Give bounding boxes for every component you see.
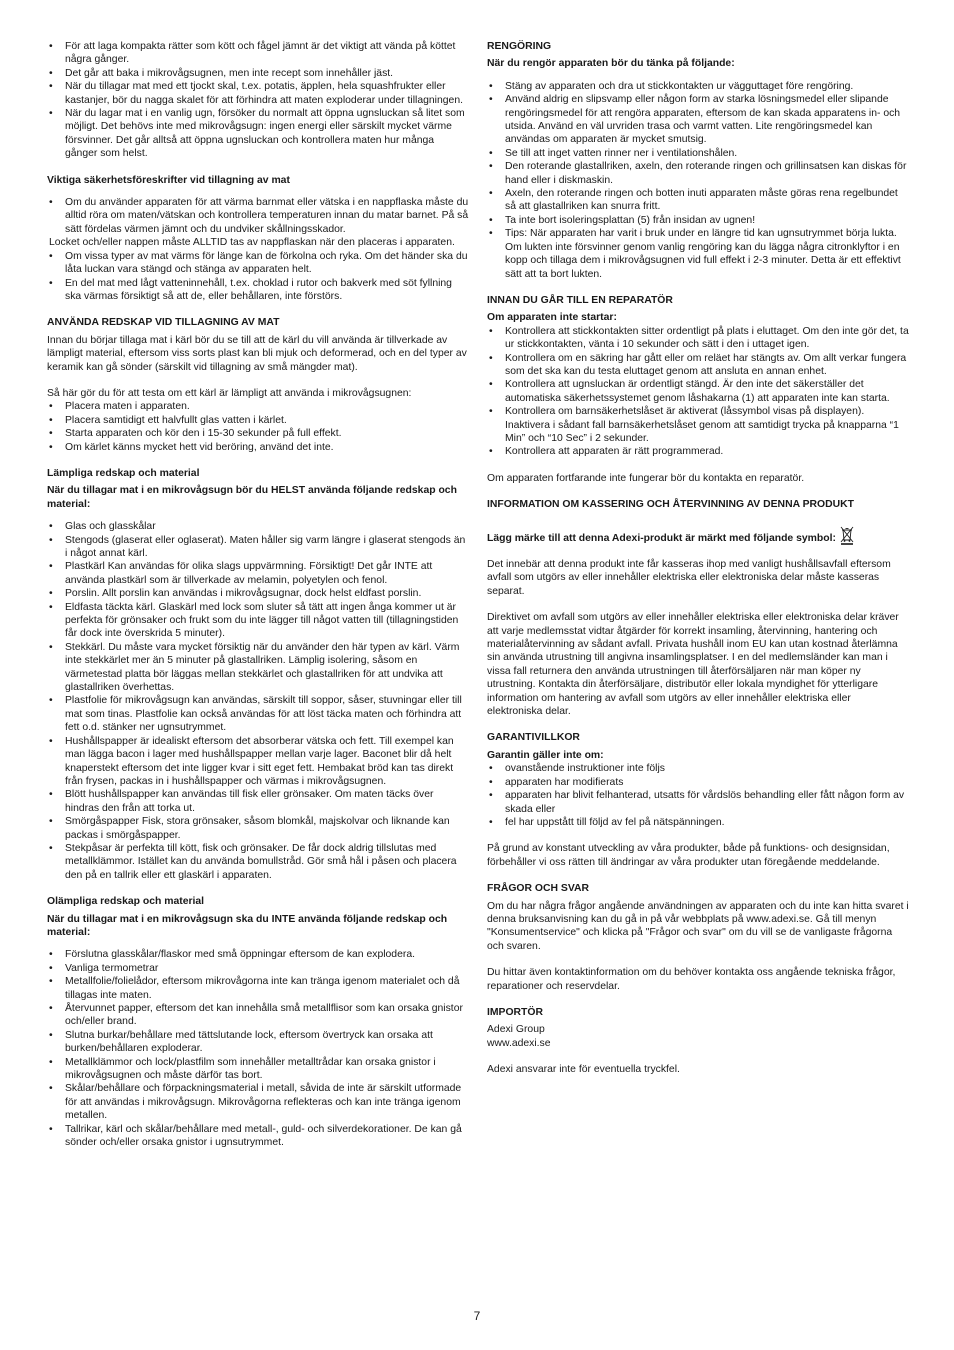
list-item: • Vanliga termometrar xyxy=(47,962,469,975)
list-item: • Den roterande glastallriken, axeln, den roterande ringen och grillinsatsen kan diskas för hand eller i diskmaskin. xyxy=(487,160,909,187)
list-item: • Eldfasta täckta kärl. Glaskärl med lock som sluter så tätt att ingen ånga kommer ut är perfekta för grönsaker och frukt som du inte lägger till något vatten till (tillagningstiden får dock inte överskrida 5 minuter). xyxy=(47,601,469,641)
section-heading: Viktiga säkerhetsföreskrifter vid tillagning av mat xyxy=(47,174,290,186)
paragraph: Du hittar även kontaktinformation om du behöver kontakta oss angående tekniska frågor, reparationer och reservdelar. xyxy=(487,967,896,992)
section-subheading: Om apparaten inte startar: xyxy=(487,312,617,324)
list-item: • Metallklämmor och lock/plastfilm som innehåller metalltrådar kan orsaka gnistor i mikrovågsugnen och måste därför tas bort. xyxy=(47,1056,469,1083)
paragraph: Om du har några frågor angående användningen av apparaten och du inte kan hitta svaret i denna bruksanvisning kan du gå in på vår webbplats på www.adexi.se. Gå till menyn "Konsumentservice" och klicka på "Frågor och svar" om du vill se de vanligaste frågorna och svaren. xyxy=(487,900,909,952)
list-item: • Stekkärl. Du måste vara mycket försiktig när du använder den här typen av kärl. Värm inte stekkärlet mer än 5 minuter på glastallriken. Lämplig isolering, såsom en värmetestad platta bör läggas mellan stekkärlet och glastallriken för att undvika att glastallriken överhettas. xyxy=(47,641,469,695)
list-item: • Förslutna glasskålar/flaskor med små öppningar eftersom de kan explodera. xyxy=(47,948,469,961)
list-item: • Axeln, den roterande ringen och botten inuti apparaten måste göras rena regelbundet så att glastallriken kan snurra fritt. xyxy=(487,187,909,214)
safety-list xyxy=(47,196,469,303)
section-heading: GARANTIVILLKOR xyxy=(487,732,580,744)
left-column xyxy=(47,40,469,1149)
section-heading: ANVÄNDA REDSKAP VID TILLAGNING AV MAT xyxy=(47,317,280,329)
list-item: • När du tillagar mat med ett tjockt skal, t.ex. potatis, äpplen, hela squashfrukter eller kastanjer, bör du nagga skalet för att förhindra att maten exploderar under tillagningen. xyxy=(47,80,469,107)
list-item: • fel har uppstått till följd av fel på nätspänningen. xyxy=(487,816,909,829)
list-item: • Om kärlet känns mycket hett vid beröring, använd det inte. xyxy=(47,441,469,454)
section-heading: INFORMATION OM KASSERING OCH ÅTERVINNING AV DENNA PRODUKT xyxy=(487,499,854,511)
list-item: • Om vissa typer av mat värms för länge kan de förkolna och ryka. Om det händer ska du låta luckan vara stängd och stänga av apparaten helt. xyxy=(47,250,469,277)
paragraph: Om apparaten fortfarande inte fungerar bör du kontakta en reparatör. xyxy=(487,472,805,484)
section-subheading: När du tillagar mat i en mikrovågsugn bör du HELST använda följande redskap och material: xyxy=(47,485,457,510)
list-item: • Återvunnet papper, eftersom det kan innehålla små metallflisor som kan orsaka gnistor och/eller brand. xyxy=(47,1002,469,1029)
section-subheading: När du rengör apparaten bör du tänka på följande: xyxy=(487,58,735,70)
list-item: • Placera samtidigt ett halvfullt glas vatten i kärlet. xyxy=(47,414,469,427)
section-heading: FRÅGOR OCH SVAR xyxy=(487,883,589,895)
test-list xyxy=(47,400,469,454)
importer-website: www.adexi.se xyxy=(487,1037,551,1049)
unsuitable-list xyxy=(47,948,469,1149)
cleaning-list xyxy=(487,80,909,281)
list-item: • Ta inte bort isoleringsplattan (5) från insidan av ugnen! xyxy=(487,214,909,227)
list-item: • ovanstående instruktioner inte följs xyxy=(487,762,909,775)
list-item: • Placera maten i apparaten. xyxy=(47,400,469,413)
list-item: • Kontrollera om en säkring har gått eller om reläet har stängts av. Om allt verkar fungera som det ska kan du testa eluttaget genom att ansluta en annan enhet. xyxy=(487,352,909,379)
list-item: • apparaten har blivit felhanterad, utsatts för vårdslös behandling eller fått någon form av skada eller xyxy=(487,789,909,816)
paragraph: Direktivet om avfall som utgörs av eller innehåller elektriska eller elektroniska delar kräver att varje medlemsstat vidtar åtgärder för korrekt insamling, återvinning, hantering och materialåtervinning av sådant avfall. Privata hushåll inom EU kan utan kostnad återlämna sin använda utrustning till angivna insamlingsplatser. I en del medlemsländer kan man i vissa fall returnera den använda utrustningen till återförsäljaren när man köper ny utrustning. Kontakta din återförsäljare, distributör eller lokala myndighet för ytterligare information om hantering av avfall som utgörs av eller innehåller elektriska eller elektroniska delar. xyxy=(487,612,899,718)
page-number: 7 xyxy=(473,1309,481,1323)
section-heading: Lämpliga redskap och material xyxy=(47,467,200,479)
list-item: • Glas och glasskålar xyxy=(47,520,469,533)
intro-list xyxy=(47,40,469,161)
suitable-list xyxy=(47,520,469,882)
list-item: • Porslin. Allt porslin kan användas i mikrovågsugnar, dock helst eldfast porslin. xyxy=(47,587,469,600)
list-item: • Smörgåspapper Fisk, stora grönsaker, såsom blomkål, majskolvar och liknande kan packas i smörgåspapper. xyxy=(47,815,469,842)
list-item: • Stekpåsar är perfekta till kött, fisk och grönsaker. De får dock aldrig tillslutas med metallklämmor. Istället kan du använda bomullstråd. Gör små hål i påsen och placera den på en tallrik eller ett glaskärl i apparaten. xyxy=(47,842,469,882)
section-subheading: Garantin gäller inte om: xyxy=(487,749,604,761)
symbol-note: Lägg märke till att denna Adexi-produkt är märkt med följande symbol: xyxy=(487,532,836,544)
right-column xyxy=(487,40,909,1077)
list-item: • För att laga kompakta rätter som kött och fågel jämnt är det viktigt att vända på köttet några gånger. xyxy=(47,40,469,67)
section-heading: INNAN DU GÅR TILL EN REPARATÖR xyxy=(487,294,673,306)
list-item: • Tallrikar, kärl och skålar/behållare med metall-, guld- och silverdekorationer. De kan gå sönder och/eller orsaka gnistor i ugnsutrymmet. xyxy=(47,1123,469,1150)
disclaimer: Adexi ansvarar inte för eventuella tryckfel. xyxy=(487,1064,680,1076)
list-item xyxy=(47,196,469,250)
list-item: • apparaten har modifierats xyxy=(487,776,909,789)
list-item: • En del mat med lågt vatteninnehåll, t.ex. choklad i rutor och bakverk med söt fyllning ska värmas försiktigt så att de, eller behållaren, inte förstörs. xyxy=(47,277,469,304)
warranty-list xyxy=(487,762,909,829)
list-item-text: Om du använder apparaten för att värma barnmat eller vätska i en nappflaska måste du alltid röra om maten/vätskan och kontrollera temperaturen innan du matar barnet. På så sätt fördelas värmen jämnt och du undviker skållningsskador. xyxy=(65,197,469,235)
paragraph: Så här gör du för att testa om ett kärl är lämpligt att använda i mikrovågsugnen: xyxy=(47,387,412,399)
list-item: • Se till att inget vatten rinner ner i ventilationshålen. xyxy=(487,147,909,160)
weee-crossed-bin-icon xyxy=(839,525,855,545)
list-item: • Stäng av apparaten och dra ut stickkontakten ur vägguttaget före rengöring. xyxy=(487,80,909,93)
paragraph: Innan du börjar tillaga mat i kärl bör du se till att de kärl du vill använda är tillverkade av lämpligt material, eftersom viss sorts plast kan bli mjuk och deformerad, och en del typer av keramik kan gå sönder (särskilt vid tillagning av små mängder mat). xyxy=(47,334,467,373)
list-item: • Det går att baka i mikrovågsugnen, men inte recept som innehåller jäst. xyxy=(47,67,469,80)
list-item: • Skålar/behållare och förpackningsmaterial i metall, såvida de inte är särskilt utformade för att användas i mikrovågsugn. Mikrovågorna reflekteras och kan inte tränga igenom metallen. xyxy=(47,1082,469,1122)
list-item: • Hushållspapper är idealiskt eftersom det absorberar vätska och fett. Till exempel kan man lägga bacon i lager med hushållspapper mellan varje lager. Baconet blir då helt knaperstekt eftersom det inte ligger kvar i sitt eget fett. Hembakat bröd kan tas direkt från frysen, packas in i hushållspapper och värmas i mikrovågsugnen. xyxy=(47,735,469,789)
section-heading: RENGÖRING xyxy=(487,41,552,52)
section-heading: Olämpliga redskap och material xyxy=(47,896,205,908)
list-item: • Plastfolie för mikrovågsugn kan användas, särskilt till soppor, såser, stuvningar eller till mat som tinas. Plastfolie kan också användas för att löst täcka maten och förhindra att fett o.d. stänker ner ugnsutrymmet. xyxy=(47,694,469,734)
importer-name: Adexi Group xyxy=(487,1024,545,1036)
list-item: • Slutna burkar/behållare med tättslutande lock, eftersom övertryck kan orsaka att burken/behållaren exploderar. xyxy=(47,1029,469,1056)
list-item: • Kontrollera om barnsäkerhetslåset är aktiverat (låssymbol visas på displayen). Inaktivera i sådant fall barnsäkerhetslåset genom att samtidigt trycka på knapparna “1 Min” och “10 Sec” i 2 sekunder. xyxy=(487,405,909,445)
list-item: • Blött hushållspapper kan användas till fisk eller grönsaker. Om maten täcks över hindras den från att torka ut. xyxy=(47,788,469,815)
list-item: • Tips: När apparaten har varit i bruk under en längre tid kan ugnsutrymmet börja lukta. Om lukten inte försvinner genom vanlig rengöring kan du lägga några citronklyftor i en kopp och tillaga dem i mikrovågsugnen vid full effekt i 2-3 minuter. Detta är ett effektivt sätt att ta bort lukten. xyxy=(487,227,909,281)
section-subheading: När du tillagar mat i en mikrovågsugn ska du INTE använda följande redskap och material: xyxy=(47,913,448,938)
section-heading: IMPORTÖR xyxy=(487,1006,543,1018)
list-item: • Starta apparaten och kör den i 15-30 sekunder på full effekt. xyxy=(47,427,469,440)
list-item: • Kontrollera att ugnsluckan är ordentligt stängd. Är den inte det säkerställer det automatiska säkerhetssystemet genom låshakarna (1) att apparaten inte kan starta. xyxy=(487,378,909,405)
list-item-continuation: Locket och/eller nappen måste ALLTID tas av nappflaskan när den placeras i apparaten. xyxy=(49,237,455,249)
list-item: • Använd aldrig en slipsvamp eller någon form av starka lösningsmedel eller slipande rengöringsmedel för att rengöra apparaten, eftersom de kan skada apparatens in- och utsida. Använd en väl urvriden trasa och varmt vatten. Lite rengöringsmedel kan användas om apparaten är mycket smutsig. xyxy=(487,93,909,147)
list-item: • Kontrollera att apparaten är rätt programmerad. xyxy=(487,445,909,458)
paragraph: Det innebär att denna produkt inte får kasseras ihop med vanligt hushållsavfall eftersom avfall som utgörs av eller innehåller elektriska eller elektroniska delar måste kasseras separat. xyxy=(487,559,891,597)
list-item: • Metallfolie/folielådor, eftersom mikrovågorna inte kan tränga igenom materialet och då tillagas inte maten. xyxy=(47,975,469,1002)
paragraph: På grund av konstant utveckling av våra produkter, både på funktions- och designsidan, förbehåller vi oss rätten till ändringar av våra produkter utan föregående meddelande. xyxy=(487,843,890,868)
list-item: • Plastkärl Kan användas för olika slags uppvärmning. Försiktigt! Det går INTE att använda plastkärl som är tillverkade av melamin, polyetylen och fenol. xyxy=(47,560,469,587)
section-subheading xyxy=(487,525,909,545)
list-item: • Kontrollera att stickkontakten sitter ordentligt på plats i eluttaget. Om den inte gör det, ta ur stickkontakten, vänta i 10 sekunder och sätt i den i uttaget igen. xyxy=(487,325,909,352)
list-item: • När du lagar mat i en vanlig ugn, försöker du normalt att öppna ugnsluckan så litet som möjligt. Det behövs inte med mikrovågsugn: ingen energi eller särskilt mycket värme försvinner. Det går alltså att öppna ugnsluckan och kontrollera maten hur många gånger som helst. xyxy=(47,107,469,161)
list-item: • Stengods (glaserat eller oglaserat). Maten håller sig varm längre i glaserat stengods än i något annat kärl. xyxy=(47,534,469,561)
repair-list xyxy=(487,325,909,459)
